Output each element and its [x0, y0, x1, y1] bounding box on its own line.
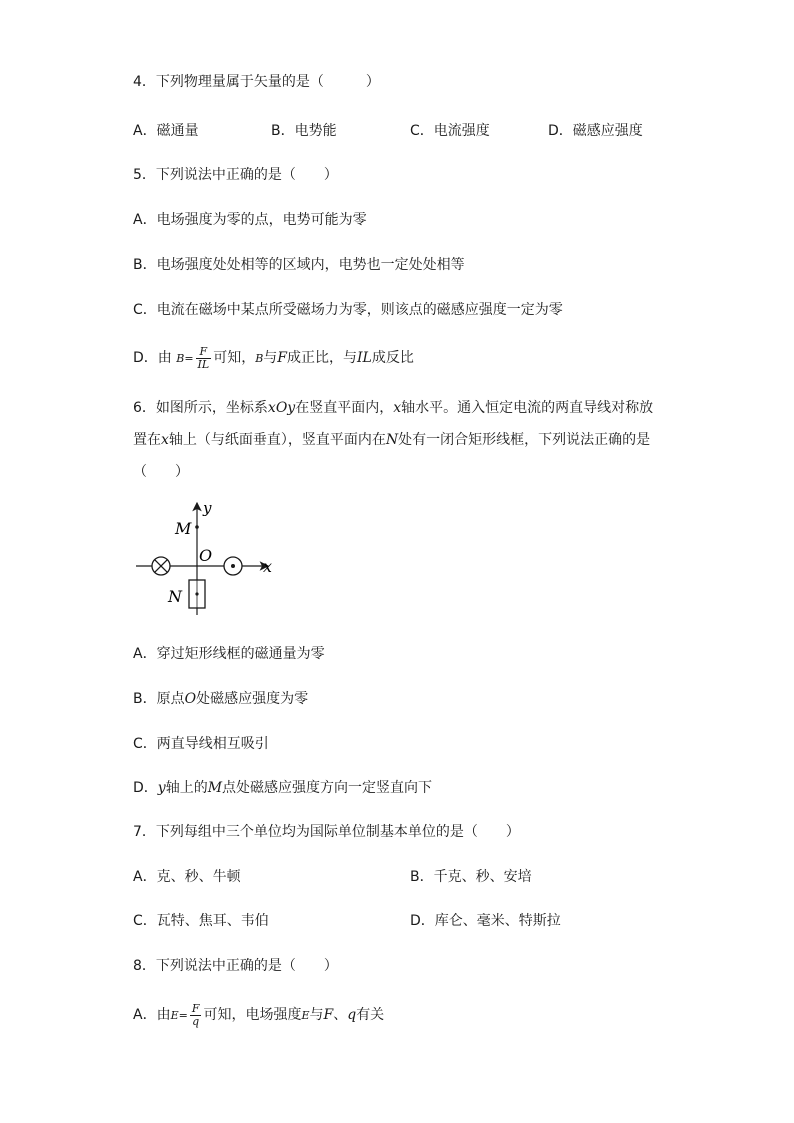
q5-d-den: IL	[197, 357, 210, 371]
label-y: y	[203, 499, 212, 517]
q5-d-b: B	[255, 352, 264, 365]
q5-option-d	[133, 344, 414, 373]
q6-option-a: A．穿过矩形线框的磁通量为零	[133, 646, 325, 662]
q6-option-b	[133, 689, 308, 709]
m-point	[195, 525, 199, 529]
q7-option-c: C．瓦特、焦耳、韦伯	[133, 913, 269, 929]
q4-option-d: D．磁感应强度	[548, 123, 643, 139]
q8-a-e: E	[301, 1009, 310, 1022]
q6-figure	[130, 495, 290, 625]
q5-d-fraction	[196, 346, 212, 371]
q4-option-b: B．电势能	[271, 123, 337, 139]
q5-d-end: 成反比	[371, 350, 414, 366]
n-point	[195, 592, 198, 595]
q6-b-suffix: 处磁感应强度为零	[196, 691, 309, 707]
q6-l1-c: 轴水平。通入恒定电流的两直导线对称放	[401, 400, 654, 416]
label-o: O	[199, 546, 213, 565]
q5-d-lhs: B	[176, 352, 185, 365]
q5-stem: 5．下列说法中正确的是（ ）	[133, 167, 338, 183]
q7-option-a: A．克、秒、牛顿	[133, 869, 241, 885]
q6-stem-line2	[133, 430, 650, 450]
q8-a-mid3: 、	[333, 1007, 348, 1023]
q5-d-mid3: 成正比，与	[287, 350, 358, 366]
q5-d-eq: =	[184, 352, 194, 365]
q4-stem: 4．下列物理量属于矢量的是（ ）	[133, 74, 380, 90]
q6-l2-c: 处有一闭合矩形线框，下列说法正确的是	[398, 432, 651, 448]
q6-l2-b: 轴上（与纸面垂直），竖直平面内在	[168, 432, 386, 448]
q6-l2-a: 置在	[133, 432, 161, 448]
q5-d-f: F	[277, 350, 288, 366]
q6-l2-n: N	[385, 432, 399, 448]
q6-l2-x: x	[161, 432, 169, 448]
q6-l1-xoy: xOy	[267, 400, 296, 416]
q4-option-a: A．磁通量	[133, 123, 199, 139]
q6-option-d	[133, 778, 432, 798]
label-n: N	[168, 587, 182, 606]
q7-option-d: D．库仑、毫米、特斯拉	[410, 913, 561, 929]
q6-d-prefix: D．	[133, 780, 158, 796]
q8-a-mid2: 与	[309, 1007, 324, 1023]
q5-d-prefix: D．由	[133, 350, 172, 366]
q5-option-b: B．电场强度处处相等的区域内，电势也一定处处相等	[133, 257, 465, 273]
q5-d-num: F	[196, 346, 212, 359]
q6-d-y: y	[157, 780, 166, 796]
label-x: x	[263, 557, 273, 576]
q8-a-f: F	[323, 1007, 334, 1023]
q6-stem-line3: （ ）	[133, 464, 189, 480]
q7-stem: 7．下列每组中三个单位均为国际单位制基本单位的是（ ）	[133, 824, 520, 840]
q6-d-m: M	[207, 780, 223, 796]
q8-a-mid1: 可知，电场强度	[203, 1007, 302, 1023]
q5-option-c: C．电流在磁场中某点所受磁场力为零，则该点的磁感应强度一定为零	[133, 302, 563, 318]
q8-a-eq: =	[178, 1009, 188, 1022]
q6-d-mid: 轴上的	[165, 780, 208, 796]
q5-d-mid2: 与	[263, 350, 278, 366]
q5-d-il: IL	[357, 350, 372, 366]
label-m: M	[175, 519, 192, 538]
q5-d-mid1: 可知，	[213, 350, 256, 366]
q8-option-a	[133, 1001, 384, 1030]
q5-option-a: A．电场强度为零的点，电势可能为零	[133, 212, 367, 228]
q6-b-prefix: B．原点	[133, 691, 185, 707]
q7-option-b: B．千克、秒、安培	[410, 869, 532, 885]
q6-option-c: C．两直导线相互吸引	[133, 736, 269, 752]
q8-a-den: q	[192, 1014, 200, 1028]
wire-into-page-icon	[152, 557, 170, 575]
q6-l1-a: 6．如图所示，坐标系	[133, 400, 268, 416]
wire-out-of-page-icon	[224, 557, 242, 575]
q6-stem-line1	[133, 398, 653, 418]
q8-a-end: 有关	[356, 1007, 385, 1023]
q8-a-prefix: A．由	[133, 1007, 171, 1023]
q6-l1-b: 在竖直平面内，	[295, 400, 394, 416]
q6-l1-x: x	[393, 400, 402, 416]
q8-stem: 8．下列说法中正确的是（ ）	[133, 958, 338, 974]
q6-d-suffix: 点处磁感应强度方向一定竖直向下	[222, 780, 433, 796]
q6-b-o: O	[184, 691, 197, 707]
q8-a-fraction	[190, 1003, 202, 1028]
q8-a-num: F	[191, 1001, 200, 1015]
q8-a-q: q	[347, 1007, 357, 1023]
q8-a-lhs: E	[170, 1009, 179, 1022]
q4-option-c: C．电流强度	[410, 123, 490, 139]
